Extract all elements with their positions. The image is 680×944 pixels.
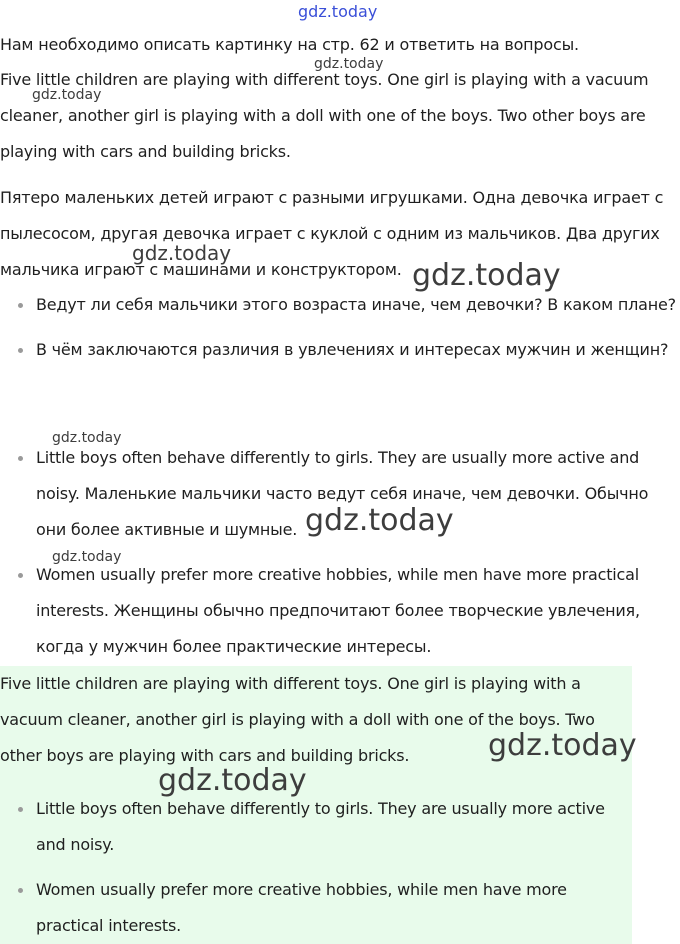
answer-text: Women usually prefer more creative hobbies, while men have more practical interests. Женщины обычно предпочитают более творческие увлечения, когда у мужчин более практические интересы.	[36, 565, 640, 656]
intro-text: Нам необходимо описать картинку на стр. 62 и ответить на вопросы.	[0, 35, 579, 54]
bullet-dot	[18, 888, 23, 893]
watermark-logo: gdz.today	[52, 430, 122, 446]
bullet-dot	[18, 303, 23, 308]
watermark-logo: gdz.today	[314, 56, 384, 72]
watermark-logo: gdz.today	[132, 241, 232, 265]
list-item	[0, 872, 632, 944]
watermark-logo: gdz.today	[412, 258, 561, 293]
watermark-logo: gdz.today	[158, 763, 307, 798]
questions-list	[0, 287, 678, 368]
bullet-dot	[18, 456, 23, 461]
summary-bullet-text: Little boys often behave differently to girls. They are usually more active and noisy.	[36, 799, 605, 854]
answer-text: Little boys often behave differently to girls. They are usually more active and noisy. Маленькие мальчики часто ведут себя иначе, чем девочки. Обычно они более активные и шумные.	[36, 448, 649, 539]
bullet-dot	[18, 573, 23, 578]
watermark-logo: gdz.today	[305, 503, 454, 538]
summary-bullet-text: Women usually prefer more creative hobbies, while men have more practical interests.	[36, 880, 567, 935]
bullet-dot	[18, 807, 23, 812]
list-item	[0, 287, 678, 323]
russian-paragraph: Пятеро маленьких детей играют с разными игрушками. Одна девочка играет с пылесосом, другая девочка играет с куклой с одним из мальчиков. Два других мальчика играют с машинами и конструктором.	[0, 188, 664, 279]
list-item	[0, 332, 678, 368]
summary-paragraph: Five little children are playing with different toys. One girl is playing with a vacuum cleaner, another girl is playing with a doll with one of the boys. Two other boys are playing with cars and building bricks.	[0, 674, 595, 765]
list-item	[0, 791, 632, 863]
watermark-logo: gdz.today	[298, 2, 378, 21]
watermark-logo: gdz.today	[52, 549, 122, 565]
question-text: В чём заключаются различия в увлечениях и интересах мужчин и женщин?	[36, 340, 669, 359]
bullet-dot	[18, 348, 23, 353]
question-text: Ведут ли себя мальчики этого возраста иначе, чем девочки? В каком плане?	[36, 295, 676, 314]
english-paragraph: Five little children are playing with different toys. One girl is playing with a vacuum cleaner, another girl is playing with a doll with one of the boys. Two other boys are playing with cars and building bricks.	[0, 70, 649, 161]
summary-list	[0, 791, 632, 944]
watermark-logo: gdz.today	[32, 87, 102, 103]
watermark-logo: gdz.today	[488, 728, 637, 763]
list-item	[0, 557, 678, 665]
